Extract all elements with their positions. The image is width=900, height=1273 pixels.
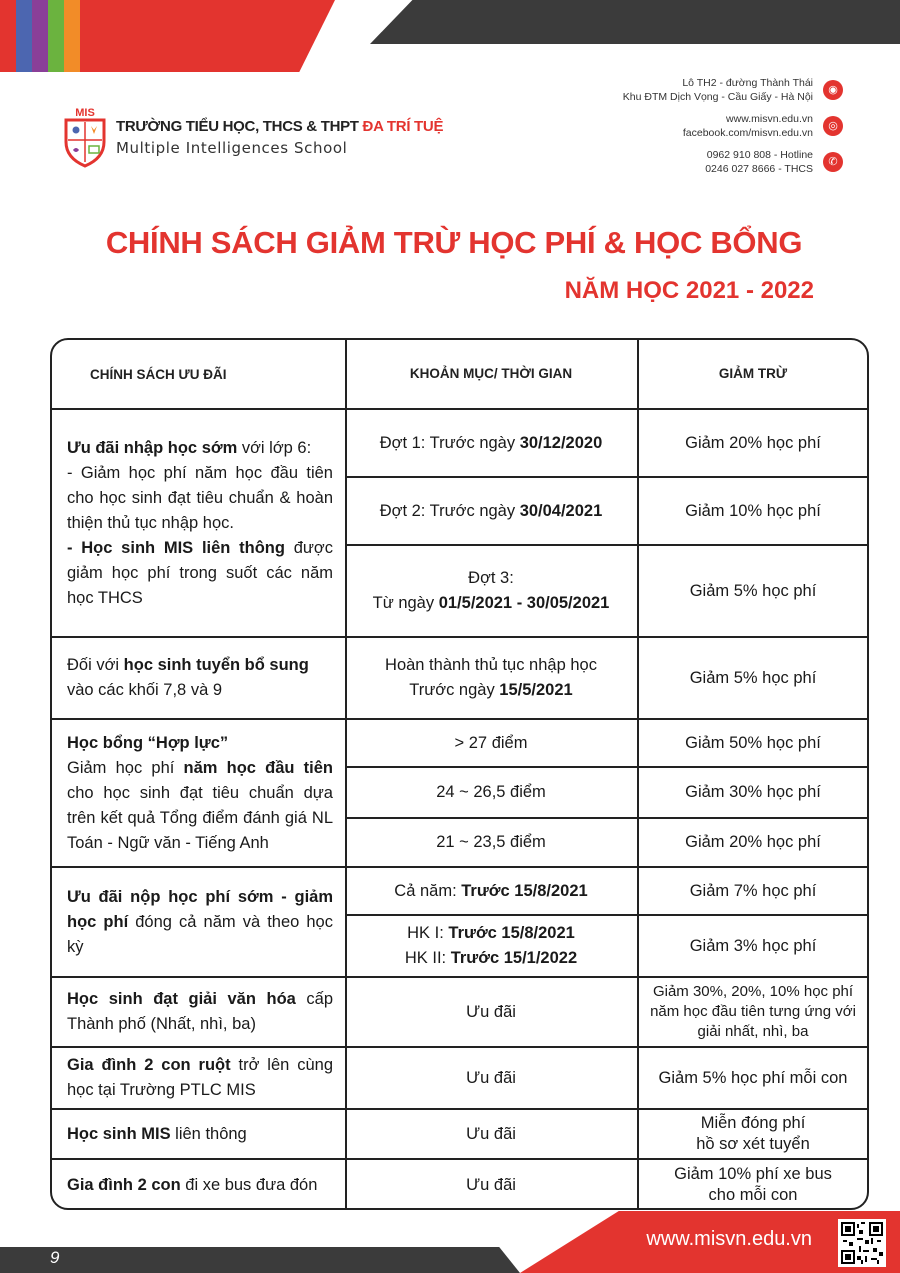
discount-tier-2: Giảm 30% học phí [685,783,821,801]
top-red-band [80,0,335,72]
policy-table [50,338,869,1210]
discount-tier-1: Giảm 50% học phí [685,733,821,752]
location-pin-icon: ◉ [823,80,843,100]
footer-dark-band [0,1247,520,1273]
globe-icon: ◎ [823,116,843,136]
score-tier-2: 24 ~ 26,5 điểm [436,783,546,801]
time-semester: HK I: Trước 15/8/2021 HK II: Trước 15/1/2022 [404,924,578,967]
header-item-time: KHOẢN MỤC/ THỜI GIAN [409,365,573,381]
item-mis-transfer: Ưu đãi [466,1124,516,1143]
thcs-phone: 0246 027 8666 - THCS [705,163,813,175]
score-tier-3: 21 ~ 23,5 điểm [436,833,546,851]
discount-tier-3: Giảm 20% học phí [685,833,821,851]
item-school-bus: Ưu đãi [466,1175,516,1194]
policy-early-enrollment: Ưu đãi nhập học sớm với lớp 6: - Giảm học phí năm học đầu tiên cho học sinh đạt tiêu chuẩn & hoàn thiện thủ tục nhập học. - Học sinh MIS liên thông được giảm học phí trong suốt các năm học THCS [67,438,333,607]
time-round-2: Đợt 2: Trước ngày 30/04/2021 [379,501,603,520]
logo-mis-text: MIS [75,107,95,119]
policy-siblings: Gia đình 2 con ruột trở lên cùng học tại Trường PTLC MIS [67,1056,334,1099]
discount-round-2: Giảm 10% học phí [685,501,821,520]
discount-supplementary: Giảm 5% học phí [689,668,817,687]
discount-round-3: Giảm 5% học phí [689,581,817,600]
discount-round-1: Giảm 20% học phí [685,433,821,452]
policy-supplementary-students: Đối với học sinh tuyển bổ sung vào các khối 7,8 và 9 [67,656,309,699]
phone-icon: ✆ [823,152,843,172]
discount-semester: Giảm 3% học phí [689,936,817,955]
score-tier-1: > 27 điểm [454,733,528,752]
item-academic-award: Ưu đãi [466,1002,516,1021]
contact-block [623,76,843,184]
address-line-1: Lô TH2 - đường Thành Thái [682,77,813,89]
school-name-vi: TRƯỜNG TIỂU HỌC, THCS & THPT ĐA TRÍ TUỆ [116,117,444,135]
item-siblings: Ưu đãi [466,1068,516,1087]
time-round-1: Đợt 1: Trước ngày 30/12/2020 [379,433,603,452]
page-subtitle: NĂM HỌC 2021 - 2022 [564,277,814,304]
shield-logo-icon [62,106,108,168]
policy-mis-transfer: Học sinh MIS liên thông [67,1124,247,1143]
time-full-year: Cả năm: Trước 15/8/2021 [394,881,588,900]
discount-academic-award: Giảm 30%, 20%, 10% học phí năm học đầu tiên tưng ứng với giải nhất, nhì, ba [650,983,856,1040]
policy-school-bus: Gia đình 2 con đi xe bus đưa đón [67,1175,318,1194]
facebook-link[interactable]: facebook.com/misvn.edu.vn [682,127,813,139]
qr-code-icon[interactable] [838,1219,886,1267]
discount-school-bus: Giảm 10% phí xe bus cho mỗi con [674,1165,832,1204]
policy-academic-award: Học sinh đạt giải văn hóa cấp Thành phố (Nhất, nhì, ba) [67,990,334,1033]
footer-website-link[interactable]: www.misvn.edu.vn [646,1228,812,1250]
top-dark-band [370,0,900,44]
discount-full-year: Giảm 7% học phí [689,881,817,900]
discount-siblings: Giảm 5% học phí mỗi con [658,1068,848,1087]
page-number: 9 [50,1248,60,1267]
address-line-2: Khu ĐTM Dịch Vọng - Cầu Giấy - Hà Nội [622,91,813,103]
time-supplementary: Hoàn thành thủ tục nhập học Trước ngày 15/5/2021 [385,656,597,699]
school-logo [62,106,443,168]
top-color-stripes [0,0,80,72]
school-name-en: Multiple Intelligences School [116,138,348,157]
policy-scholarship-hop-luc: Học bổng “Hợp lực” Giảm học phí năm học đầu tiên cho học sinh đạt tiêu chuẩn dựa trên kết quả Tổng điểm đánh giá NL Toán - Ngữ văn - Tiếng Anh [67,733,333,852]
website-link[interactable]: www.misvn.edu.vn [726,113,813,125]
discount-mis-transfer: Miễn đóng phí hồ sơ xét tuyển [696,1114,810,1153]
header-policy: CHÍNH SÁCH ƯU ĐÃI [90,366,227,382]
policy-early-payment: Ưu đãi nộp học phí sớm - giảm học phí đóng cả năm và theo học kỳ [67,887,333,956]
page-title: CHÍNH SÁCH GIẢM TRỪ HỌC PHÍ & HỌC BỔNG [105,225,803,260]
time-round-3: Đợt 3: Từ ngày 01/5/2021 - 30/05/2021 [372,569,610,612]
hotline-phone: 0962 910 808 - Hotline [706,149,813,161]
header-discount: GIẢM TRỪ [718,365,788,381]
